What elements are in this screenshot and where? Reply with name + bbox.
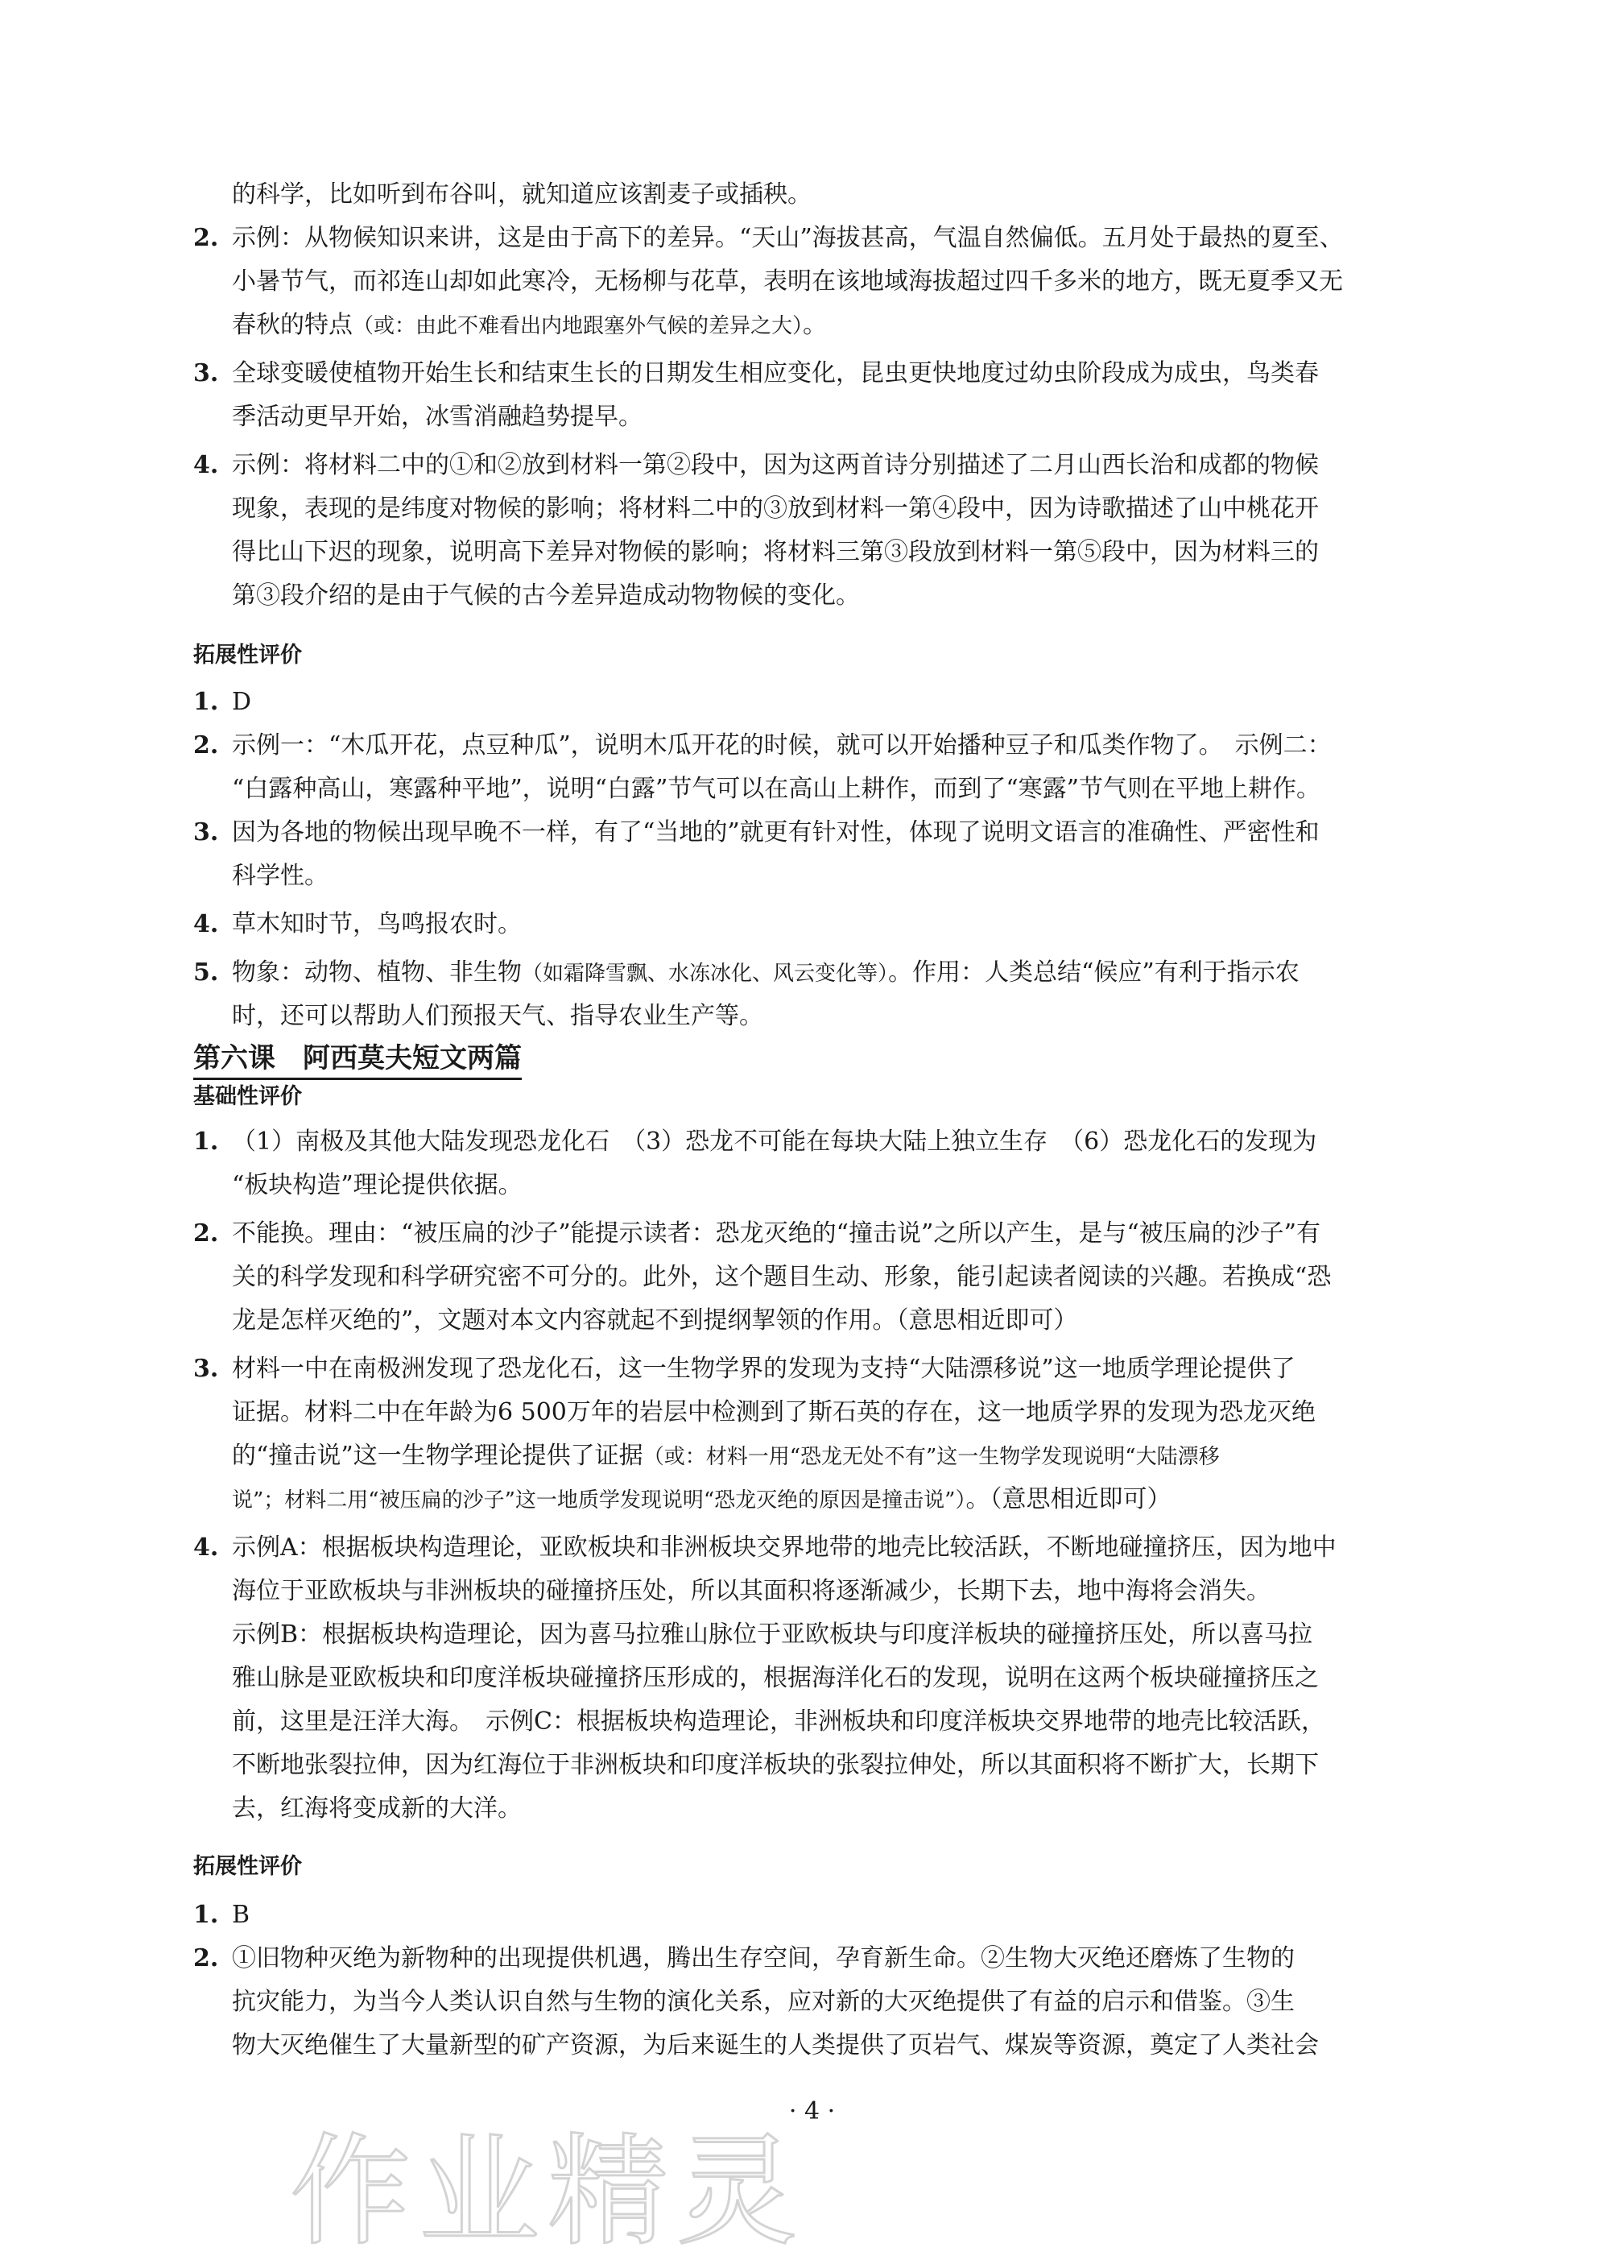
answer-text bbox=[232, 860, 329, 892]
answer-text-note: （如霜降雪飘、水冻冰化、风云变化等） bbox=[522, 962, 889, 986]
question-number: 2. bbox=[193, 224, 219, 252]
answer-text-tail: 。作用：人类总结“候应”有利于指示农 bbox=[888, 958, 1300, 987]
section-heading: 拓展性评价 bbox=[193, 1854, 302, 1879]
answer-text-main: 关的科学发现和科学研究密不可分的。此外，这个题目生动、形象，能引起读者阅读的兴趣。若换成“恐 bbox=[232, 1263, 1332, 1291]
answer-text-main: 雅山脉是亚欧板块和印度洋板块碰撞挤压形成的，根据海洋化石的发现，说明在这两个板块碰撞挤压之 bbox=[232, 1664, 1319, 1692]
answer-text bbox=[232, 358, 1319, 390]
section-heading: 基础性评价 bbox=[193, 1084, 302, 1109]
answer-text-main: 示例A：根据板块构造理论，亚欧板块和非洲板块交界地带的地壳比较活跃，不断地碰撞挤压，因为地中 bbox=[232, 1533, 1337, 1562]
answer-text-main: 的“撞击说”这一生物学理论提供了证据 bbox=[232, 1442, 643, 1470]
answer-text bbox=[232, 1353, 1295, 1385]
answer-text-main: 龙是怎样灭绝的”，文题对本文内容就起不到提纲挈领的作用。（意思相近即可） bbox=[232, 1306, 1078, 1335]
answer-text-main: 的科学，比如听到布谷叫，就知道应该割麦子或插秧。 bbox=[232, 180, 812, 209]
answer-text-main: 草木知时节，鸟鸣报农时。 bbox=[232, 910, 522, 938]
answer-text bbox=[232, 1986, 1295, 2018]
question-number: 4. bbox=[193, 1533, 219, 1562]
answer-text-main: “白露种高山，寒露种平地”，说明“白露”节气可以在高山上耕作，而到了“寒露”节气则在平地上耕作。 bbox=[232, 775, 1321, 803]
answer-text-main: 示例：从物候知识来讲，这是由于高下的差异。“天山”海拔甚高，气温自然偏低。五月处于最热的夏至、 bbox=[232, 224, 1344, 252]
answer-text bbox=[232, 1397, 1316, 1429]
answer-text-main: 物象：动物、植物、非生物 bbox=[232, 958, 522, 987]
answer-text bbox=[232, 1706, 1325, 1738]
answer-text-tail: 。（意思相近即可） bbox=[965, 1485, 1172, 1513]
answer-text bbox=[232, 1943, 1295, 1975]
question-number: 2. bbox=[193, 1219, 219, 1248]
question-number: 2. bbox=[193, 731, 219, 759]
answer-text bbox=[232, 1169, 523, 1202]
answer-text-main: 物大灭绝催生了大量新型的矿产资源，为后来诞生的人类提供了页岩气、煤炭等资源，奠定了人类社会 bbox=[232, 2031, 1319, 2059]
answer-text-main: 第③段介绍的是由于气候的古今差异造成动物物候的变化。 bbox=[232, 581, 860, 610]
question-number: 4. bbox=[193, 910, 219, 938]
answer-text bbox=[232, 179, 812, 211]
watermark: 作业精灵 bbox=[290, 2122, 806, 2262]
answer-text bbox=[232, 309, 827, 342]
question-number: 3. bbox=[193, 359, 219, 387]
lesson-title: 第六课 阿西莫夫短文两篇 bbox=[193, 1042, 522, 1080]
answer-text bbox=[232, 1218, 1320, 1250]
answer-text bbox=[232, 908, 522, 941]
answer-text-main: “板块构造”理论提供依据。 bbox=[232, 1171, 523, 1199]
answer-text-main: 因为各地的物候出现早晚不一样，有了“当地的”就更有针对性，体现了说明文语言的准确性、严密性和 bbox=[232, 818, 1320, 846]
answer-text bbox=[232, 580, 860, 612]
answer-text bbox=[232, 1440, 1220, 1473]
answer-text bbox=[232, 1662, 1319, 1695]
answer-text bbox=[232, 1793, 522, 1825]
answer-text-main: 示例B：根据板块构造理论，因为喜马拉雅山脉位于亚欧板块与印度洋板块的碰撞挤压处，所以喜马拉 bbox=[232, 1620, 1313, 1649]
answer-text bbox=[232, 1532, 1337, 1564]
answer-text-main: 示例：将材料二中的①和②放到材料一第②段中，因为这两首诗分别描述了二月山西长治和成都的物候 bbox=[232, 451, 1319, 479]
question-number: 2. bbox=[193, 1944, 219, 1972]
answer-text bbox=[232, 730, 1332, 762]
answer-text bbox=[232, 1000, 763, 1033]
answer-text bbox=[232, 222, 1344, 255]
answer-text bbox=[232, 536, 1319, 569]
answer-text bbox=[232, 1619, 1312, 1651]
answer-text bbox=[232, 401, 643, 433]
answer-text bbox=[232, 1749, 1319, 1782]
answer-text-main: 示例一：“木瓜开花，点豆种瓜”，说明木瓜开花的时候，就可以开始播种豆子和瓜类作物了。 示例二： bbox=[232, 731, 1332, 759]
answer-text bbox=[232, 449, 1319, 482]
answer-text bbox=[232, 1261, 1331, 1293]
answer-text-main: 去，红海将变成新的大洋。 bbox=[232, 1794, 522, 1823]
page-number: · 4 · bbox=[788, 2097, 836, 2125]
answer-text-main: 海位于亚欧板块与非洲板块的碰撞挤压处，所以其面积将逐渐减少，长期下去，地中海将会消失。 bbox=[232, 1577, 1271, 1605]
answer-text bbox=[232, 493, 1319, 525]
answer-text-note: 说”；材料二用“被压扁的沙子”这一地质学发现说明“恐龙灭绝的原因是撞击说”） bbox=[232, 1488, 966, 1513]
answer-text bbox=[232, 686, 251, 718]
answer-text-main: ①旧物种灭绝为新物种的出现提供机遇，腾出生存空间，孕育新生命。②生物大灭绝还磨炼了生物的 bbox=[232, 1944, 1295, 1972]
question-number: 1. bbox=[193, 1128, 219, 1156]
answer-text-main: B bbox=[232, 1901, 250, 1929]
answer-text-main: 证据。材料二中在年龄为6 500万年的岩层中检测到了斯石英的存在，这一地质学界的发现为恐龙灭绝 bbox=[232, 1398, 1316, 1426]
answer-text-main: 科学性。 bbox=[232, 862, 329, 890]
answer-text bbox=[232, 1575, 1271, 1608]
question-number: 4. bbox=[193, 451, 219, 479]
answer-text-tail: 。 bbox=[803, 311, 828, 339]
answer-text bbox=[232, 773, 1320, 805]
answer-text-main: 材料一中在南极洲发现了恐龙化石，这一生物学界的发现为支持“大陆漂移说”这一地质学理论提供了 bbox=[232, 1355, 1295, 1383]
answer-text-main: 全球变暖使植物开始生长和结束生长的日期发生相应变化，昆虫更快地度过幼虫阶段成为成虫，鸟类春 bbox=[232, 359, 1319, 387]
answer-text-main: （1）南极及其他大陆发现恐龙化石 （3）恐龙不可能在每块大陆上独立生存 （6）恐龙化石的发现为 bbox=[232, 1128, 1317, 1156]
answer-text bbox=[232, 817, 1320, 849]
answer-text bbox=[232, 266, 1343, 298]
question-number: 5. bbox=[193, 958, 219, 987]
answer-text-main: 春秋的特点 bbox=[232, 311, 353, 339]
answer-text-main: 不能换。理由：“被压扁的沙子”能提示读者：恐龙灭绝的“撞击说”之所以产生，是与“被压扁的沙子”有 bbox=[232, 1219, 1321, 1248]
answer-text-main: 季活动更早开始，冰雪消融趋势提早。 bbox=[232, 403, 643, 431]
answer-text-main: 得比山下迟的现象，说明高下差异对物候的影响；将材料三第③段放到材料一第⑤段中，因为材料三的 bbox=[232, 538, 1319, 566]
question-number: 3. bbox=[193, 818, 219, 846]
answer-text bbox=[232, 1126, 1316, 1158]
answer-text bbox=[232, 2030, 1319, 2062]
answer-text-main: 前，这里是汪洋大海。 示例C：根据板块构造理论，非洲板块和印度洋板块交界地带的地壳比较活跃， bbox=[232, 1707, 1325, 1736]
answer-text bbox=[232, 957, 1300, 990]
answer-text-main: 抗灾能力，为当今人类认识自然与生物的演化关系，应对新的大灭绝提供了有益的启示和借鉴。③生 bbox=[232, 1988, 1295, 2016]
answer-text bbox=[232, 1305, 1077, 1337]
answer-text-main: 小暑节气，而祁连山却如此寒冷，无杨柳与花草，表明在该地域海拔超过四千多米的地方，既无夏季又无 bbox=[232, 267, 1343, 296]
answer-text-note: （或：材料一用“恐龙无处不有”这一生物学发现说明“大陆漂移 bbox=[643, 1445, 1220, 1469]
answer-text-main: D bbox=[232, 688, 252, 716]
answer-text bbox=[232, 1899, 250, 1931]
question-number: 1. bbox=[193, 688, 219, 716]
section-heading: 拓展性评价 bbox=[193, 643, 302, 668]
answer-text-note: （或：由此不难看出内地跟塞外气候的差异之大） bbox=[353, 314, 804, 338]
answer-text-main: 现象，表现的是纬度对物候的影响；将材料二中的③放到材料一第④段中，因为诗歌描述了山中桃花开 bbox=[232, 495, 1319, 523]
answer-text-main: 不断地张裂拉伸，因为红海位于非洲板块和印度洋板块的张裂拉伸处，所以其面积将不断扩大，长期下 bbox=[232, 1751, 1319, 1779]
answer-text-main: 时，还可以帮助人们预报天气、指导农业生产等。 bbox=[232, 1002, 763, 1030]
question-number: 3. bbox=[193, 1355, 219, 1383]
answer-text bbox=[232, 1484, 1171, 1517]
question-number: 1. bbox=[193, 1901, 219, 1929]
